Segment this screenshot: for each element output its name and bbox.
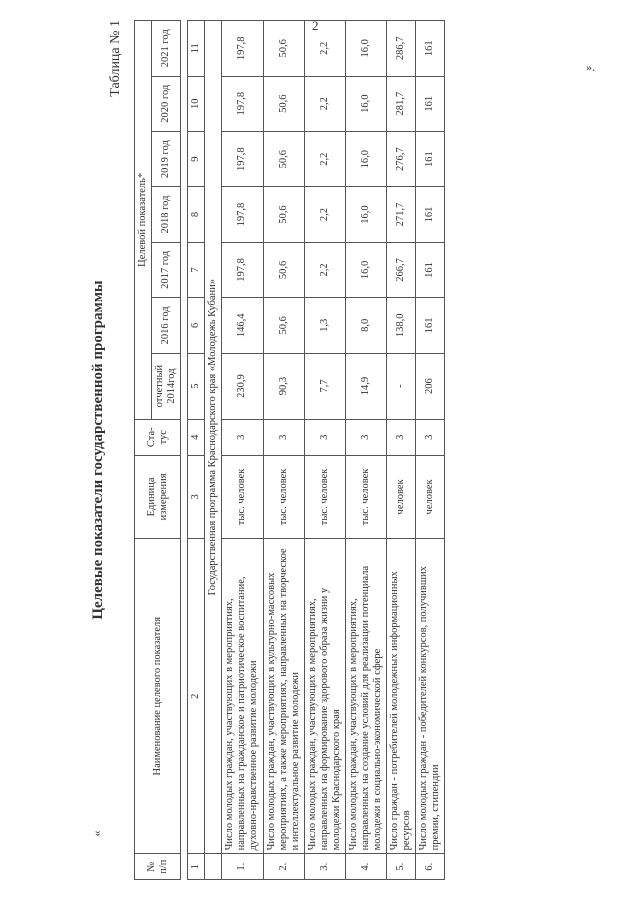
indicator-value: 50,6 (263, 187, 304, 242)
indicator-value: 2,2 (304, 76, 345, 131)
table-row (416, 21, 445, 880)
table-row (263, 21, 304, 880)
indicator-value: 138,0 (387, 298, 416, 353)
indicator-value: 161 (416, 21, 445, 77)
opening-quote: « (89, 830, 104, 837)
indicator-value: 206 (416, 353, 445, 419)
indicator-name: Число молодых граждан, участвующих в мероприятиях, направленных на создание условий для реализации потенциала молодежи в социально-экономической сфере (345, 538, 386, 853)
column-number: 5 (188, 353, 205, 419)
indicator-status: 3 (416, 419, 445, 455)
header-year: 2021 год (152, 21, 181, 77)
indicator-unit: тыс. человек (222, 455, 263, 538)
indicator-value: 197,8 (222, 131, 263, 186)
indicator-value: - (387, 353, 416, 419)
indicator-value: 281,7 (387, 76, 416, 131)
rotated-content (90, 20, 560, 880)
indicator-value: 2,2 (304, 242, 345, 297)
indicator-unit: тыс. человек (304, 455, 345, 538)
header-status: Ста-тус (135, 419, 181, 455)
indicator-value: 16,0 (345, 242, 386, 297)
column-number: 6 (188, 298, 205, 353)
indicator-unit: человек (387, 455, 416, 538)
indicator-name: Число молодых граждан, участвующих в мероприятиях, направленных на формирование здорового образа жизни у молодежи Краснодарского края (304, 538, 345, 853)
indicator-value: 276,7 (387, 131, 416, 186)
indicator-value: 16,0 (345, 21, 386, 77)
column-number: 11 (188, 21, 205, 77)
indicator-value: 50,6 (263, 242, 304, 297)
indicator-value: 271,7 (387, 187, 416, 242)
column-number: 7 (188, 242, 205, 297)
header-target-group: Целевой показатель* (135, 21, 152, 420)
indicator-unit: человек (416, 455, 445, 538)
table-row (387, 21, 416, 880)
header-name: Наименование целевого показателя (135, 538, 181, 853)
table-row (222, 21, 263, 880)
indicator-value: 50,6 (263, 298, 304, 353)
indicator-name: Число граждан - потребителей молодежных информационных ресурсов (387, 538, 416, 853)
row-number: 2. (263, 854, 304, 880)
row-number: 6. (416, 854, 445, 880)
indicator-value: 50,6 (263, 76, 304, 131)
row-number: 4. (345, 854, 386, 880)
indicator-value: 14,9 (345, 353, 386, 419)
indicator-status: 3 (345, 419, 386, 455)
indicator-value: 16,0 (345, 187, 386, 242)
indicator-name: Число молодых граждан, участвующих в культурно-массовых мероприятиях, а также мероприятиях, направленных на творческое и интеллектуальное развитие молодежи (263, 538, 304, 853)
indicator-value: 197,8 (222, 242, 263, 297)
document-title: Целевые показатели государственной программы (90, 280, 106, 620)
indicator-status: 3 (222, 419, 263, 455)
indicator-value: 146,4 (222, 298, 263, 353)
table-row (304, 21, 345, 880)
indicator-value: 161 (416, 131, 445, 186)
column-number: 4 (188, 419, 205, 455)
indicator-name: Число молодых граждан, участвующих в мероприятиях, направленных на гражданское и патриотическое воспитание, духовно-нравственное развитие молодежи (222, 538, 263, 853)
indicator-value: 8,0 (345, 298, 386, 353)
target-indicators-table (134, 20, 445, 880)
indicator-value: 16,0 (345, 76, 386, 131)
header-year: 2018 год (152, 187, 181, 242)
indicator-value: 161 (416, 187, 445, 242)
indicator-value: 16,0 (345, 131, 386, 186)
header-unit: Единица измерения (135, 455, 181, 538)
column-number: 3 (188, 455, 205, 538)
indicator-unit: тыс. человек (263, 455, 304, 538)
indicator-value: 266,7 (387, 242, 416, 297)
indicator-value: 2,2 (304, 187, 345, 242)
column-number: 10 (188, 76, 205, 131)
indicator-value: 161 (416, 242, 445, 297)
column-number: 9 (188, 131, 205, 186)
indicator-status: 3 (387, 419, 416, 455)
indicator-value: 2,2 (304, 21, 345, 77)
indicator-value: 197,8 (222, 76, 263, 131)
page-number: 2 (312, 18, 319, 33)
program-title: Государственная программа Краснодарского края «Молодежь Кубани» (205, 21, 222, 854)
header-num: № п/п (135, 854, 181, 880)
indicator-status: 3 (263, 419, 304, 455)
indicator-value: 50,6 (263, 131, 304, 186)
row-number: 5. (387, 854, 416, 880)
indicator-value: 90,3 (263, 353, 304, 419)
indicator-name: Число молодых граждан - победителей конкурсов, получивших премии, стипендии (416, 538, 445, 853)
column-number: 2 (188, 538, 205, 853)
table-row (345, 21, 386, 880)
column-number: 8 (188, 187, 205, 242)
indicator-unit: тыс. человек (345, 455, 386, 538)
indicator-value: 1,3 (304, 298, 345, 353)
page-mark: ». (586, 60, 595, 74)
header-year: отчетный 2014год (152, 353, 181, 419)
table-number: Таблица № 1 (108, 20, 123, 97)
indicator-value: 286,7 (387, 21, 416, 77)
indicator-value: 50,6 (263, 21, 304, 77)
indicator-value: 7,7 (304, 353, 345, 419)
indicator-value: 161 (416, 76, 445, 131)
indicator-value: 197,8 (222, 187, 263, 242)
header-year: 2017 год (152, 242, 181, 297)
header-year: 2020 год (152, 76, 181, 131)
header-year: 2016 год (152, 298, 181, 353)
indicator-value: 230,9 (222, 353, 263, 419)
row-number: 1. (222, 854, 263, 880)
indicator-value: 161 (416, 298, 445, 353)
indicator-value: 197,8 (222, 21, 263, 77)
indicator-value: 2,2 (304, 131, 345, 186)
column-number: 1 (188, 854, 205, 880)
header-year: 2019 год (152, 131, 181, 186)
row-number: 3. (304, 854, 345, 880)
indicator-status: 3 (304, 419, 345, 455)
